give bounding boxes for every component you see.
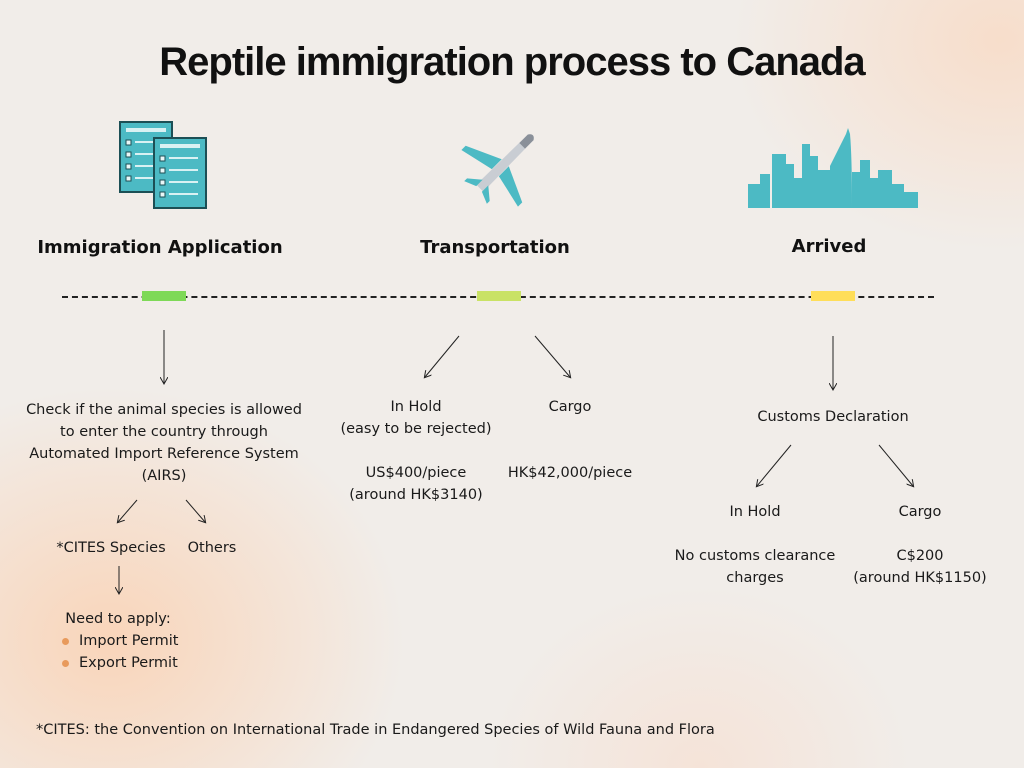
transport-inhold-price-note: (around HK$3140) [349,487,483,503]
stage-label-arrived: Arrived [791,236,867,257]
transport-cargo-title: Cargo [548,399,592,415]
bullet-icon [62,638,69,645]
arrow-to-transport-inhold [425,336,459,377]
permit-item [62,630,178,652]
airs-check-line: Check if the animal species is allowed [26,402,302,418]
arrived-cargo-price [850,545,990,589]
arrived-cargo-title: Cargo [898,504,942,520]
arrived-cargo-price-note: (around HK$1150) [853,570,987,586]
others-label: Others [187,540,237,556]
arrived-inhold-title: In Hold [729,504,781,520]
stage-label-transportation: Transportation [420,237,570,258]
bullet-icon [62,660,69,667]
arrow-to-cites [118,500,137,522]
transport-inhold-price-value: US$400/piece [365,465,467,481]
arrived-inhold-note-line: No customs clearance [674,548,836,564]
arrived-inhold-note-line: charges [726,570,784,586]
arrow-to-others [186,500,205,522]
permit-item [62,652,178,674]
transport-inhold-note: (easy to be rejected) [340,421,492,437]
airs-check-line: Automated Import Reference System [29,446,299,462]
arrow-to-arrived-cargo [879,445,913,486]
arrow-to-transport-cargo [535,336,570,377]
airs-check-line: (AIRS) [141,468,187,484]
arrived-cargo-price-value: C$200 [896,548,944,564]
cites-footnote: *CITES: the Convention on International Trade in Endangered Species of Wild Fauna and Flora [36,722,715,738]
transport-cargo-price: HK$42,000/piece [507,465,633,481]
page-title: Reptile immigration process to Canada [159,40,865,84]
airs-check-line: to enter the country through [60,424,268,440]
permit-list [62,630,178,674]
stage-label-application: Immigration Application [37,237,283,258]
transport-inhold [326,396,506,440]
need-to-apply-label: Need to apply: [65,611,171,627]
transport-inhold-price [336,462,496,506]
customs-declaration-label: Customs Declaration [757,409,909,425]
arrived-inhold-note [664,545,846,589]
permit-label: Export Permit [79,655,178,671]
airs-check-text [14,399,314,487]
permit-label: Import Permit [79,633,179,649]
transport-inhold-title: In Hold [390,399,442,415]
arrow-to-arrived-inhold [757,445,791,486]
cites-species-label: *CITES Species [56,540,166,556]
